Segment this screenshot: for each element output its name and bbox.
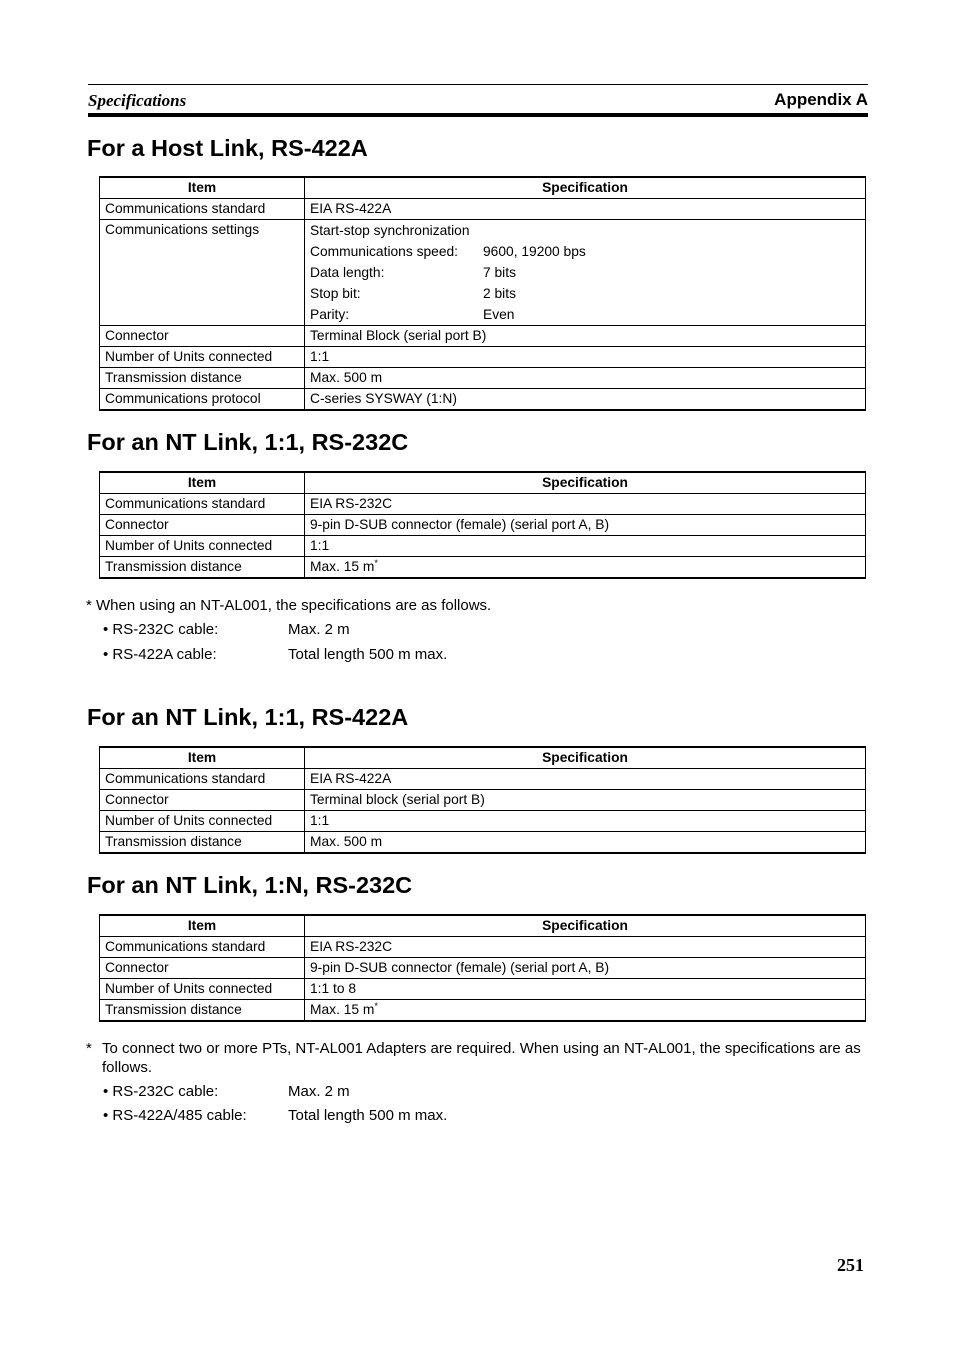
item-cell: Number of Units connected — [100, 979, 305, 1000]
footnote-text: To connect two or more PTs, NT-AL001 Adapters are required. When using an NT-AL001, the specifications are as follows. — [102, 1040, 861, 1076]
spec-cell: 1:1 — [305, 347, 866, 368]
spec-cell: EIA RS-232C — [305, 937, 866, 958]
table-row — [100, 1000, 866, 1022]
bullet-label: • RS-422A/485 cable: — [103, 1107, 247, 1124]
footnote: * When using an NT-AL001, the specifications are as follows. — [86, 597, 492, 614]
table-row — [100, 958, 866, 979]
setting-label: Communications speed: — [310, 244, 459, 259]
spec-cell: Terminal Block (serial port B) — [305, 326, 866, 347]
item-cell: Connector — [100, 515, 305, 536]
table-row — [100, 937, 866, 958]
item-cell: Communications protocol — [100, 389, 305, 411]
table-row — [100, 220, 866, 326]
table-row — [100, 326, 866, 347]
item-cell: Communications standard — [100, 494, 305, 515]
section-title-nt-link-1-1-rs422a: For an NT Link, 1:1, RS-422A — [87, 704, 409, 730]
bullet-value: Total length 500 m max. — [288, 646, 448, 663]
spec-cell: EIA RS-422A — [305, 769, 866, 790]
item-cell: Number of Units connected — [100, 347, 305, 368]
table-header-row — [100, 177, 866, 199]
item-cell: Transmission distance — [100, 368, 305, 389]
section-title-host-link: For a Host Link, RS-422A — [87, 135, 368, 161]
table-row — [100, 536, 866, 557]
section-title-nt-link-1-n-rs232c: For an NT Link, 1:N, RS-232C — [87, 872, 413, 898]
item-cell: Communications standard — [100, 769, 305, 790]
table-header-row — [100, 915, 866, 937]
spec-value: Max. 15 m — [310, 559, 375, 574]
column-header-spec: Specification — [305, 915, 866, 937]
column-header-spec: Specification — [305, 472, 866, 494]
table-row — [100, 979, 866, 1000]
setting-value: 7 bits — [483, 265, 516, 280]
footnote-mark: * — [86, 1040, 92, 1057]
spec-cell: 9-pin D-SUB connector (female) (serial port A, B) — [305, 515, 866, 536]
list-item — [103, 1107, 447, 1124]
bullet-value: Max. 2 m — [288, 1083, 350, 1100]
table-row — [100, 389, 866, 411]
spec-cell: Max. 500 m — [305, 832, 866, 854]
setting-line — [310, 262, 860, 283]
list-item — [103, 621, 350, 638]
spec-cell: 1:1 to 8 — [305, 979, 866, 1000]
spec-cell: C-series SYSWAY (1:N) — [305, 389, 866, 411]
item-cell: Communications standard — [100, 937, 305, 958]
bullet-label: • RS-232C cable: — [103, 621, 219, 638]
item-cell: Connector — [100, 790, 305, 811]
item-cell: Number of Units connected — [100, 811, 305, 832]
header-section-name: Specifications — [88, 91, 187, 110]
spec-cell: 1:1 — [305, 811, 866, 832]
item-cell: Transmission distance — [100, 1000, 305, 1022]
column-header-item: Item — [100, 747, 305, 769]
footnote-mark: * — [374, 1001, 378, 1011]
column-header-item: Item — [100, 915, 305, 937]
table-row — [100, 769, 866, 790]
page-header — [88, 84, 868, 117]
host-link-table — [99, 176, 866, 411]
footnote — [86, 1039, 866, 1077]
spec-line: Start-stop synchronization — [310, 223, 470, 238]
column-header-spec: Specification — [305, 177, 866, 199]
table-row — [100, 832, 866, 854]
nt-link-1-1-rs422a-table — [99, 746, 866, 854]
setting-line — [310, 283, 860, 304]
bullet-label: • RS-232C cable: — [103, 1083, 219, 1100]
table-header-row — [100, 472, 866, 494]
spec-cell: Max. 500 m — [305, 368, 866, 389]
table-row — [100, 811, 866, 832]
spec-cell: 1:1 — [305, 536, 866, 557]
spec-cell — [305, 557, 866, 579]
table-row — [100, 368, 866, 389]
item-cell: Connector — [100, 326, 305, 347]
table-header-row — [100, 747, 866, 769]
setting-value: Even — [483, 307, 515, 322]
nt-link-1-n-rs232c-table — [99, 914, 866, 1022]
table-row — [100, 515, 866, 536]
spec-cell: 9-pin D-SUB connector (female) (serial port A, B) — [305, 958, 866, 979]
table-row — [100, 790, 866, 811]
table-row — [100, 494, 866, 515]
setting-label: Parity: — [310, 307, 350, 322]
column-header-spec: Specification — [305, 747, 866, 769]
bullet-label: • RS-422A cable: — [103, 646, 217, 663]
list-item — [103, 1083, 350, 1100]
setting-label: Data length: — [310, 265, 385, 280]
column-header-item: Item — [100, 177, 305, 199]
setting-label: Stop bit: — [310, 286, 361, 301]
setting-line — [310, 304, 860, 325]
item-cell: Number of Units connected — [100, 536, 305, 557]
section-title-nt-link-1-1-rs232c: For an NT Link, 1:1, RS-232C — [87, 429, 409, 455]
setting-value: 9600, 19200 bps — [483, 244, 586, 259]
spec-cell — [305, 220, 866, 326]
setting-value: 2 bits — [483, 286, 516, 301]
spec-cell — [305, 1000, 866, 1022]
item-cell: Connector — [100, 958, 305, 979]
item-cell: Transmission distance — [100, 832, 305, 854]
page-number: 251 — [837, 1255, 864, 1275]
table-row — [100, 199, 866, 220]
column-header-item: Item — [100, 472, 305, 494]
list-item — [103, 646, 447, 663]
setting-line — [310, 241, 860, 262]
spec-cell: EIA RS-232C — [305, 494, 866, 515]
item-cell: Transmission distance — [100, 557, 305, 579]
item-cell: Communications standard — [100, 199, 305, 220]
bullet-value: Max. 2 m — [288, 621, 350, 638]
spec-cell: Terminal block (serial port B) — [305, 790, 866, 811]
nt-link-1-1-rs232c-table — [99, 471, 866, 579]
footnote-mark: * — [374, 558, 378, 568]
header-appendix: Appendix A — [774, 90, 868, 109]
table-row — [100, 557, 866, 579]
table-row — [100, 347, 866, 368]
spec-cell: EIA RS-422A — [305, 199, 866, 220]
item-cell: Communications settings — [100, 220, 305, 326]
spec-value: Max. 15 m — [310, 1002, 375, 1017]
bullet-value: Total length 500 m max. — [288, 1107, 448, 1124]
